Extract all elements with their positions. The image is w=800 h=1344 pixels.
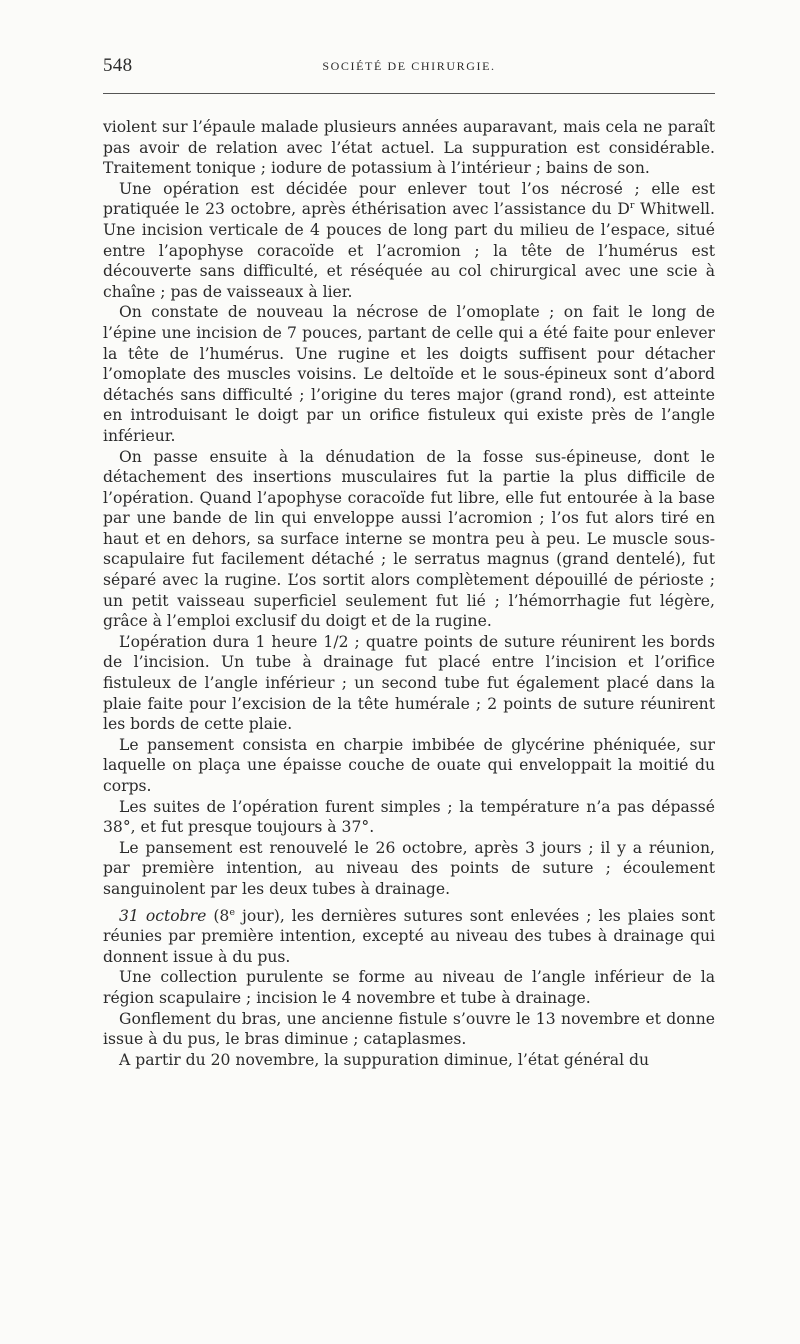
running-head: SOCIÉTÉ DE CHIRURGIE. xyxy=(322,59,496,73)
page-number: 548 xyxy=(103,55,133,76)
paragraph-5: L’opération dura 1 heure 1/2 ; quatre points de suture réunirent les bords de l’incision. Un tube à drainage fut placé entre l’incision et l’orifice fistuleux de l’angle inférieur ; un second tube fut également placé dans la plaie faite pour l’excision de la tête humérale ; 2 points de suture réunirent les bords de cette plaie. xyxy=(103,632,715,734)
paragraph-9: 31 octobre (8e jour), les dernières sutures sont enlevées ; les plaies sont réunies par première intention, excepté au niveau des tubes à drainage qui donnent issue à du pus. xyxy=(103,906,715,966)
paragraph-1: violent sur l’épaule malade plusieurs années auparavant, mais cela ne paraît pas avoir de relation avec l’état actuel. La suppuration est considérable. Traitement tonique ; iodure de potassium à l’intérieur ; bains de son. xyxy=(103,118,715,178)
paragraph-12: A partir du 20 novembre, la suppuration diminue, l’état général du xyxy=(119,1050,650,1069)
paragraph-8: Le pansement est renouvelé le 26 octobre, après 3 jours ; il y a réunion, par première intention, au niveau des points de suture ; écoulement sanguinolent par les deux tubes à drainage. xyxy=(103,838,715,898)
paragraph-10: Une collection purulente se forme au niveau de l’angle inférieur de la région scapulaire ; incision le 4 novembre et tube à drainage. xyxy=(103,968,715,1007)
paragraph-4: On passe ensuite à la dénudation de la fosse sus-épineuse, dont le détachement des insertions musculaires fut la partie la plus difficile de l’opération. Quand l’apophyse coracoïde fut libre, elle fut entourée à la base par une bande de lin qui enveloppe aussi l’acromion ; l’os fut alors tiré en haut et en dehors, sa surface interne se montra peu à peu. Le muscle sous-scapulaire fut facilement détaché ; le serratus magnus (grand dentelé), fut séparé avec la rugine. L’os sortit alors complètement dépouillé de périoste ; un petit vaisseau superficiel seulement fut lié ; l’hémorrhagie fut légère, grâce à l’emploi exclusif du doigt et de la rugine. xyxy=(103,447,715,631)
paragraph-6: Le pansement consista en charpie imbibée de glycérine phéniquée, sur laquelle on plaça une épaisse couche de ouate qui enveloppait la moitié du corps. xyxy=(103,735,715,795)
paragraph-2: Une opération est décidée pour enlever tout l’os nécrosé ; elle est pratiquée le 23 octobre, après éthérisation avec l’assistance du $D^r$ Whitwell. Une incision verticale de 4 pouces de long part du milieu de l’espace, situé entre l’apophyse coracoïde et l’acromion ; la tête de l’humérus est découverte sans difficulté, et réséquée au col chirurgical avec une scie à chaîne ; pas de vaisseaux à lier. xyxy=(103,179,715,301)
page xyxy=(103,55,715,1069)
date-label: 31 octobre xyxy=(119,906,207,925)
paragraph-11: Gonflement du bras, une ancienne fistule s’ouvre le 13 novembre et donne issue à du pus, le bras diminue ; cataplasmes. xyxy=(103,1009,715,1049)
page-header xyxy=(103,55,715,89)
paragraph-3: On constate de nouveau la nécrose de l’omoplate ; on fait le long de l’épine une incision de 7 pouces, partant de celle qui a été faite pour enlever la tête de l’humérus. Une rugine et les doigts suffisent pour détacher l’omoplate des muscles voisins. Le deltoïde et le sous-épineux sont d’abord détachés sans difficulté ; l’origine du teres major (grand rond), est atteinte en introduisant le doigt par un orifice fistuleux qui existe près de l’angle inférieur. xyxy=(103,303,715,445)
body-text xyxy=(103,117,715,1070)
header-rule xyxy=(103,93,715,94)
paragraph-7: Les suites de l’opération furent simples ; la température n’a pas dépassé 38°, et fut presque toujours à 37°. xyxy=(103,797,715,837)
